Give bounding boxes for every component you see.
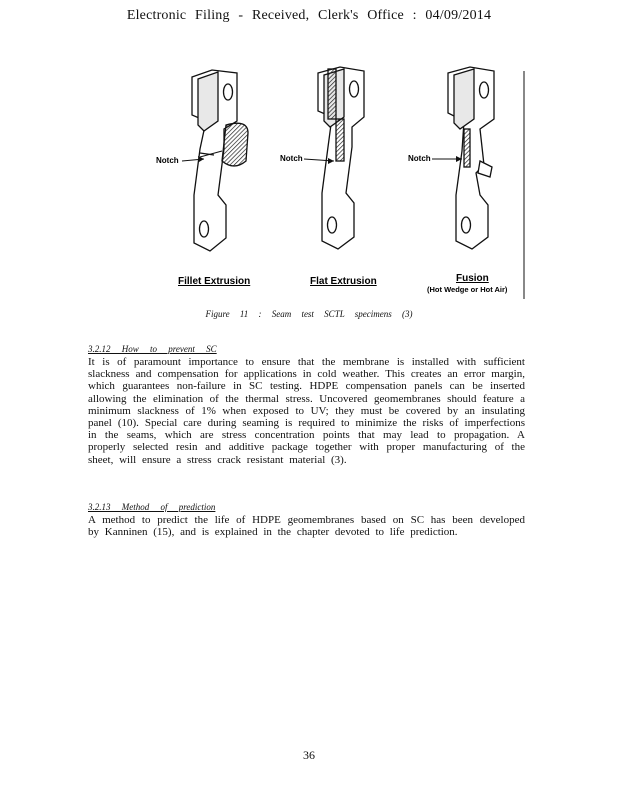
specimens-drawing <box>140 55 530 305</box>
flat-notch-label: Notch <box>280 154 303 163</box>
fillet-extrusion-label: Fillet Extrusion <box>178 276 251 287</box>
fillet-notch-label: Notch <box>156 156 179 165</box>
flat-extrusion-label: Flat Extrusion <box>310 276 377 287</box>
fusion-notch-label: Notch <box>408 154 431 163</box>
section-body-method-of-prediction: A method to predict the life of HDPE geomembranes based on SC has been developed by Kanninen (15), and is explained in the chapter devoted to life prediction. <box>88 514 525 539</box>
seam-specimens-figure <box>140 55 530 305</box>
figure-caption: Figure 11 : Seam test SCTL specimens (3) <box>205 309 413 319</box>
filing-header: Electronic Filing - Received, Clerk's Office : 04/09/2014 <box>126 8 492 23</box>
fusion-label: Fusion <box>456 273 489 284</box>
flat-extrusion-specimen <box>318 67 364 249</box>
fusion-specimen <box>448 67 494 249</box>
section-body-how-to-prevent-sc: It is of paramount importance to ensure that the membrane is installed with sufficient slackness and compensation for applications in cold weather. This creates an error margin, which guarantees non-failure in SC testing. HDPE compensation panels can be inserted allowing the elimination of the thermal stress. Uncovered geomembranes should feature a minimum slackness of 1% when exposed to UV; they must be covered by an insulating panel (10). Special care during seaming is required to minimize the risks of imperfections in the seams, which are stress concentration points that may lead to propagation. A properly selected resin and additive package together with proper manufacturing of the sheet, will ensure a stress crack resistant material (3). <box>88 356 525 466</box>
page-number: 36 <box>303 748 315 762</box>
section-heading-method-of-prediction: 3.2.13 Method of prediction <box>88 502 216 512</box>
fusion-sublabel: (Hot Wedge or Hot Air) <box>427 285 508 294</box>
section-heading-how-to-prevent-sc: 3.2.12 How to prevent SC <box>88 344 217 354</box>
